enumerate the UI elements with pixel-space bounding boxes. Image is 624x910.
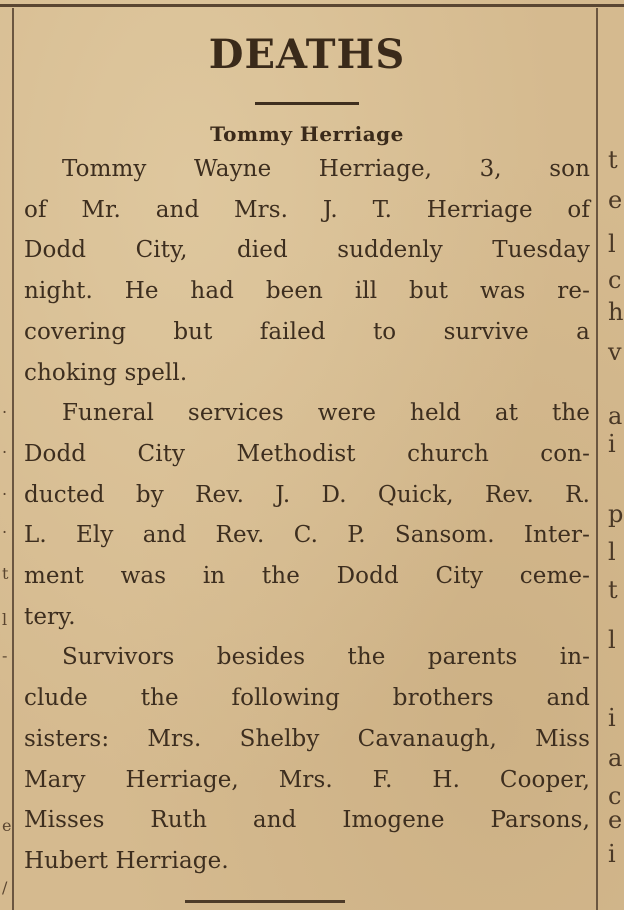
right-fragment-letter: c bbox=[608, 782, 622, 810]
right-fragment-letter: p bbox=[608, 500, 624, 528]
right-fragment-letter: a bbox=[608, 402, 623, 430]
left-fragment-mark: . bbox=[2, 398, 8, 417]
right-fragment-letter: l bbox=[608, 230, 616, 258]
text-line: clude the following brothers and bbox=[24, 685, 590, 712]
right-fragment-letter: a bbox=[608, 744, 623, 772]
text-line: Tommy Wayne Herriage, 3, son bbox=[62, 156, 590, 182]
bottom-divider bbox=[185, 900, 345, 903]
headline-divider bbox=[255, 102, 359, 105]
text-line: L. Ely and Rev. C. P. Sansom. Inter- bbox=[24, 522, 590, 549]
paragraph-death-notice bbox=[24, 149, 590, 393]
left-column-rule bbox=[12, 8, 14, 910]
text-line: night. He had been ill but was re- bbox=[24, 278, 590, 305]
left-fragment-mark: - bbox=[2, 646, 8, 665]
text-line: ment was in the Dodd City ceme- bbox=[24, 563, 590, 590]
obituary-article bbox=[24, 22, 590, 882]
right-fragment-letter: l bbox=[608, 538, 616, 566]
text-line: choking spell. bbox=[24, 359, 188, 386]
text-line: Dodd City Methodist church con- bbox=[24, 440, 590, 467]
right-fragment-letter: h bbox=[608, 298, 624, 326]
right-adjacent-column-fragment bbox=[600, 0, 624, 910]
right-column-rule bbox=[596, 8, 598, 910]
section-headline: DEATHS bbox=[208, 31, 406, 78]
right-fragment-letter: v bbox=[608, 338, 622, 366]
left-fragment-mark: t bbox=[2, 564, 9, 583]
left-fragment-mark: . bbox=[2, 480, 8, 499]
text-line: Mary Herriage, Mrs. F. H. Cooper, bbox=[24, 766, 590, 793]
left-fragment-mark: / bbox=[2, 878, 8, 897]
text-line: tery. bbox=[24, 603, 76, 630]
text-line: sisters: Mrs. Shelby Cavanaugh, Miss bbox=[24, 725, 590, 752]
paragraph-funeral-services bbox=[24, 393, 590, 637]
right-fragment-letter: e bbox=[608, 186, 623, 214]
right-fragment-letter: t bbox=[608, 146, 618, 174]
text-line: Funeral services were held at the bbox=[62, 400, 590, 427]
text-line: Dodd City, died suddenly Tuesday bbox=[24, 237, 590, 264]
right-fragment-letter: t bbox=[608, 576, 618, 604]
right-fragment-letter: l bbox=[608, 626, 616, 654]
left-fragment-mark: l bbox=[2, 610, 8, 629]
text-line: Survivors besides the parents in- bbox=[62, 644, 590, 671]
text-line: of Mr. and Mrs. J. T. Herriage of bbox=[24, 196, 590, 223]
text-line: Hubert Herriage. bbox=[24, 847, 229, 874]
right-fragment-letter: i bbox=[608, 430, 616, 458]
obituary-name-heading: Tommy Herriage bbox=[210, 122, 404, 146]
left-adjacent-column-fragment bbox=[0, 0, 12, 910]
right-fragment-letter: e bbox=[608, 806, 623, 834]
paragraph-survivors bbox=[24, 637, 590, 881]
right-fragment-letter: c bbox=[608, 266, 622, 294]
text-line: covering but failed to survive a bbox=[24, 318, 590, 345]
top-rule bbox=[0, 4, 624, 7]
text-line: Misses Ruth and Imogene Parsons, bbox=[24, 807, 590, 834]
text-line: ducted by Rev. J. D. Quick, Rev. R. bbox=[24, 481, 590, 508]
left-fragment-mark: . bbox=[2, 438, 8, 457]
right-fragment-letter: i bbox=[608, 704, 616, 732]
left-fragment-mark: . bbox=[2, 518, 8, 537]
right-fragment-letter: i bbox=[608, 840, 616, 868]
left-fragment-mark: e bbox=[2, 816, 12, 835]
